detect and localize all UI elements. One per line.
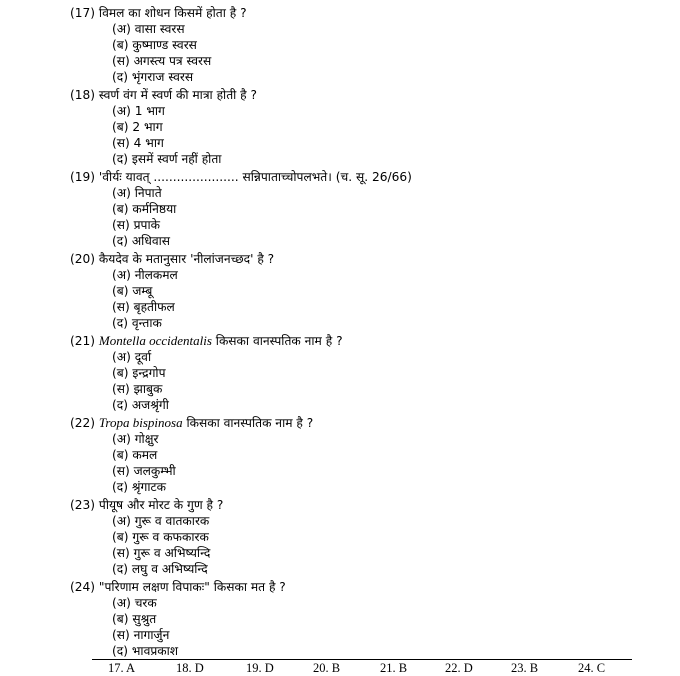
- option: (ब) सुश्रुत: [112, 612, 157, 626]
- question-number: (21): [70, 334, 96, 348]
- question-19: [70, 169, 412, 185]
- question-20: [70, 251, 274, 267]
- question-text: 'वीर्यः यावत् ...................... सन्निपाताच्चोपलभते। (च. सू. 26/66): [98, 170, 412, 184]
- question-number: (19): [70, 170, 96, 184]
- option: (अ) वासा स्वरस: [112, 22, 185, 36]
- answer-key-divider: [92, 659, 632, 660]
- option: (द) अधिवास: [112, 234, 170, 248]
- option: (द) श्रृंगाटक: [112, 480, 167, 494]
- option: (ब) गुरू व कफकारक: [112, 530, 209, 544]
- question-22: [70, 415, 313, 431]
- question-number: (17): [70, 6, 96, 20]
- question-number: (18): [70, 88, 96, 102]
- option: (अ) गुरू व वातकारक: [112, 514, 210, 528]
- botanical-name: Tropa bispinosa: [98, 415, 183, 430]
- question-23: [70, 497, 223, 513]
- option: (द) भृंगराज स्वरस: [112, 70, 194, 84]
- question-number: (20): [70, 252, 96, 266]
- question-number: (23): [70, 498, 96, 512]
- question-text: कैयदेव के मतानुसार 'नीलांजनच्छद' है ?: [98, 252, 275, 266]
- option: (स) गुरू व अभिष्यन्दि: [112, 546, 211, 560]
- option: (स) बृहतीफल: [112, 300, 175, 314]
- option: (ब) कुष्माण्ड स्वरस: [112, 38, 197, 52]
- option: (अ) चरक: [112, 596, 157, 610]
- option: (द) इसमें स्वर्ण नहीं होता: [112, 152, 222, 166]
- answer-key-item: 23. B: [511, 661, 539, 675]
- question-text: "परिणाम लक्षण विपाकः" किसका मत है ?: [98, 580, 286, 594]
- question-number: (24): [70, 580, 96, 594]
- answer-key-item: 20. B: [313, 661, 341, 675]
- option: (ब) कर्मनिष्ठया: [112, 202, 177, 216]
- answer-key-item: 18. D: [176, 661, 204, 675]
- question-text: विमल का शोधन किसमें होता है ?: [98, 6, 247, 20]
- option: (स) जलकुम्भी: [112, 464, 176, 478]
- question-text: किसका वानस्पतिक नाम है ?: [211, 334, 343, 348]
- option: (ब) कमल: [112, 448, 158, 462]
- option: (अ) नीलकमल: [112, 268, 178, 282]
- question-18: [70, 87, 257, 103]
- question-17: [70, 5, 247, 21]
- answer-key-item: 21. B: [380, 661, 408, 675]
- option: (स) झाबुक: [112, 382, 163, 396]
- option: (द) वृन्ताक: [112, 316, 162, 330]
- question-number: (22): [70, 416, 96, 430]
- option: (स) नागार्जुन: [112, 628, 170, 642]
- option: (ब) इन्द्रगोप: [112, 366, 166, 380]
- question-24: [70, 579, 286, 595]
- option: (द) भावप्रकाश: [112, 644, 179, 658]
- option: (अ) 1 भाग: [112, 104, 165, 118]
- answer-key-item: 24. C: [578, 661, 606, 675]
- option: (द) अजश्रृंगी: [112, 398, 169, 412]
- answer-key-item: 17. A: [108, 661, 136, 675]
- option: (स) प्रपाके: [112, 218, 160, 232]
- option: (अ) दूर्वा: [112, 350, 152, 364]
- option: (ब) 2 भाग: [112, 120, 163, 134]
- option: (अ) गोक्षुर: [112, 432, 159, 446]
- option: (द) लघु व अभिष्यन्दि: [112, 562, 208, 576]
- question-text: पीयूष और मोरट के गुण है ?: [98, 498, 224, 512]
- option: (स) 4 भाग: [112, 136, 164, 150]
- question-21: [70, 333, 343, 349]
- option: (ब) जम्बू: [112, 284, 153, 298]
- option: (स) अगस्त्य पत्र स्वरस: [112, 54, 212, 68]
- botanical-name: Montella occidentalis: [98, 333, 212, 348]
- question-text: किसका वानस्पतिक नाम है ?: [182, 416, 314, 430]
- answer-key-item: 22. D: [445, 661, 473, 675]
- answer-key-item: 19. D: [246, 661, 274, 675]
- question-text: स्वर्ण वंग में स्वर्ण की मात्रा होती है ?: [98, 88, 257, 102]
- option: (अ) निपाते: [112, 186, 162, 200]
